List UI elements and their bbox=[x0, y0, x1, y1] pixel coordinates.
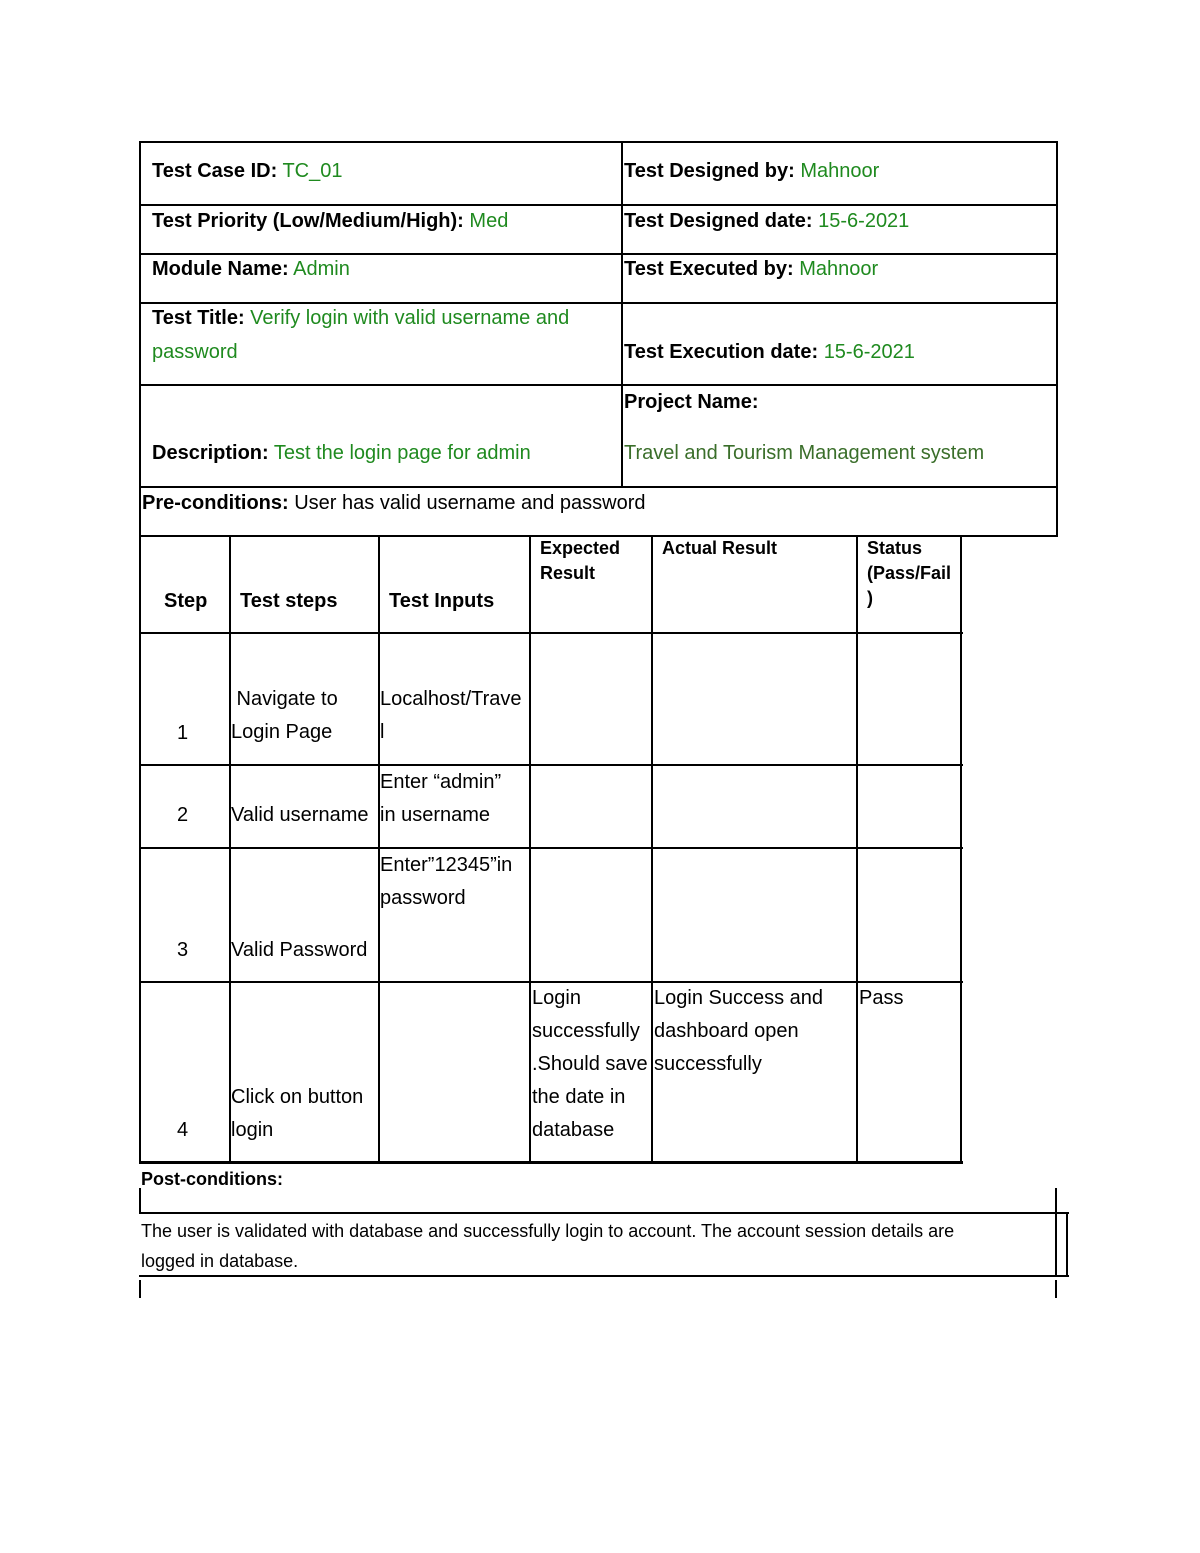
step-number: 1 bbox=[177, 722, 189, 744]
test-executed-by-value: Mahnoor bbox=[799, 258, 879, 280]
col-header-step: Step bbox=[164, 590, 208, 612]
test-title: Test Title: Verify login with valid username and bbox=[152, 307, 570, 329]
test-case-id-value: TC_01 bbox=[282, 160, 343, 182]
status-text: Pass bbox=[859, 987, 904, 1009]
col-header-actual: Actual Result bbox=[662, 538, 778, 558]
description-value: Test the login page for admin bbox=[273, 442, 531, 464]
actual-result-text: Login Success and dashboard open successfully bbox=[654, 987, 824, 1075]
test-case-id: Test Case ID: TC_01 bbox=[152, 160, 343, 182]
test-input-text: Localhost/Trave l bbox=[380, 688, 522, 743]
test-priority: Test Priority (Low/Medium/High): Med bbox=[152, 210, 509, 232]
test-title-value-line1: Verify login with valid username and bbox=[250, 307, 570, 329]
step-number: 2 bbox=[177, 804, 189, 826]
module-name-value: Admin bbox=[293, 258, 350, 280]
step-number: 4 bbox=[177, 1119, 189, 1141]
test-input-text: Enter”12345”in password bbox=[380, 854, 513, 909]
test-designed-by: Test Designed by: Mahnoor bbox=[624, 160, 880, 182]
test-execution-date: Test Execution date: 15-6-2021 bbox=[624, 341, 915, 363]
test-execution-date-value: 15-6-2021 bbox=[823, 341, 915, 363]
step-number: 3 bbox=[177, 939, 189, 961]
col-header-test-steps: Test steps bbox=[240, 590, 338, 612]
pre-conditions-value: User has valid username and password bbox=[294, 492, 646, 514]
expected-result-text: Login successfully .Should save the date in database bbox=[532, 987, 648, 1141]
post-conditions-text: The user is validated with database and successfully login to account. The account session details are logged in database. bbox=[141, 1221, 955, 1271]
test-designed-date: Test Designed date: 15-6-2021 bbox=[624, 210, 910, 232]
module-name: Module Name: Admin bbox=[152, 258, 350, 280]
test-executed-by: Test Executed by: Mahnoor bbox=[624, 258, 879, 280]
col-header-expected: Expected Result bbox=[540, 538, 621, 583]
test-title-value-line2: password bbox=[152, 341, 238, 363]
test-input-text: Enter “admin” in username bbox=[380, 771, 502, 826]
col-header-test-inputs: Test Inputs bbox=[389, 590, 495, 612]
test-designed-date-value: 15-6-2021 bbox=[818, 210, 910, 232]
col-header-status: Status (Pass/Fail ) bbox=[867, 538, 952, 608]
project-name-value: Travel and Tourism Management system bbox=[624, 442, 985, 464]
test-step-text: Click on button login bbox=[231, 1086, 364, 1141]
description: Description: Test the login page for admin bbox=[152, 442, 531, 464]
test-step-text: Navigate to Login Page bbox=[231, 688, 338, 743]
post-conditions-label: Post-conditions: bbox=[141, 1169, 283, 1189]
project-name-label: Project Name: bbox=[624, 391, 759, 413]
test-step-text: Valid Password bbox=[231, 939, 368, 961]
pre-conditions: Pre-conditions: User has valid username and password bbox=[142, 492, 646, 514]
test-designed-by-value: Mahnoor bbox=[800, 160, 880, 182]
test-priority-value: Med bbox=[469, 210, 509, 232]
test-step-text: Valid username bbox=[231, 804, 369, 826]
